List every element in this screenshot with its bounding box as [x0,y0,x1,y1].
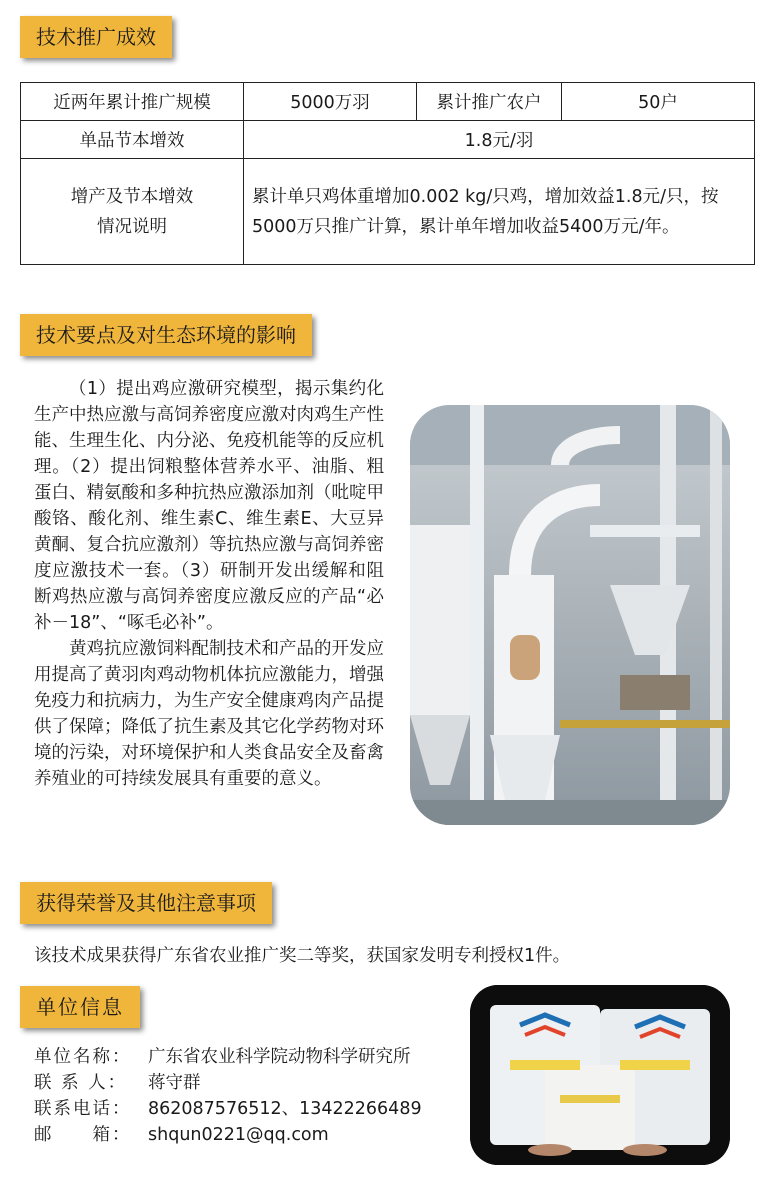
table-cell: 1.8元/羽 [244,121,755,159]
table-cell: 近两年累计推广规模 [21,83,244,121]
cell-line: 情况说明 [97,216,167,237]
factory-equipment-photo [410,405,730,825]
tech-points-text [34,376,384,792]
unit-info [34,1044,422,1148]
contact-value: 蒋守群 [148,1073,201,1093]
table-cell: 累计推广农户 [417,83,562,121]
paragraph: （1）提出鸡应激研究模型，揭示集约化生产中热应激与高饲养密度应激对肉鸡生产性能、生理生化、内分泌、免疫机能等的反应机理。（2）提出饲粮整体营养水平、油脂、粗蛋白、精氨酸和多种抗热应激添加剂（吡啶甲酸铬、酸化剂、维生素C、维生素E、大豆异黄酮、复合抗应激剂）等抗热应激与高饲养密度应激技术一套。（3）研制开发出缓解和阻断鸡热应激与高饲养密度应激反应的产品“必补－18”、“啄毛必补”。 [34,379,384,633]
promotion-effect-table [20,82,755,265]
unit-name-row [34,1044,422,1070]
contact-row [34,1070,422,1096]
table-cell: 5000万羽 [244,83,417,121]
section-title-honors: 获得荣誉及其他注意事项 [20,882,272,924]
phone-value: 862087576512、13422266489 [148,1099,422,1119]
email-label: 邮 箱： [34,1125,132,1145]
section-title-unit-info: 单位信息 [20,986,140,1028]
contact-label: 联 系 人： [34,1073,128,1093]
section-title-tech-points: 技术要点及对生态环境的影响 [20,314,312,356]
table-cell [21,159,244,265]
section-title-promotion: 技术推广成效 [20,16,172,58]
table-cell: 50户 [562,83,755,121]
product-illustration [470,985,730,1165]
cell-line: 增产及节本增效 [70,186,194,207]
paragraph: 黄鸡抗应激饲料配制技术和产品的开发应用提高了黄羽肉鸡动物机体抗应激能力，增强免疫力和抗病力，为生产安全健康鸡肉产品提供了保障；降低了抗生素及其它化学药物对环境的污染，对环境保护和人类食品安全及畜禽养殖业的可持续发展具有重要的意义。 [34,639,384,789]
unit-name-label: 单位名称： [34,1047,132,1067]
table-row [21,121,755,159]
email-value: shqun0221@qq.com [148,1125,329,1145]
unit-name-value: 广东省农业科学院动物科学研究所 [148,1047,411,1067]
table-cell: 单品节本增效 [21,121,244,159]
table-cell-description: 累计单只鸡体重增加0.002 kg/只鸡，增加效益1.8元/只，按5000万只推广计算，累计单年增加收益5400万元/年。 [244,159,755,265]
product-bags-photo [470,985,730,1165]
email-row [34,1122,422,1148]
table-row [21,159,755,265]
honors-text: 该技术成果获得广东省农业推广奖二等奖，获国家发明专利授权1件。 [34,946,571,966]
table-row [21,83,755,121]
phone-label: 联系电话： [34,1099,132,1119]
phone-row [34,1096,422,1122]
factory-illustration [410,405,730,825]
